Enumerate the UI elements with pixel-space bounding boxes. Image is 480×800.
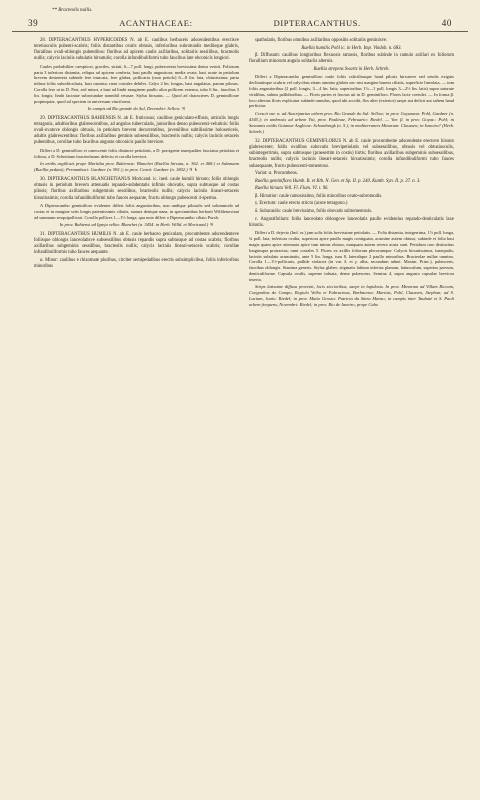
species-32-variety-epsilon: ε. Angustifolium: foliis lanceolato oblongove lanceolatis paullo evidentius repando-denticulatis laxe hirsutis. [249,216,454,228]
species-31-variety-alpha: α. Minor: caulibus e rhizomate pluribus, circiter semipedalibus erectis subsimplicibus, foliis inferioribus minoribus [34,258,239,270]
species-31-variety-alpha-cont: spathulatis, floribus omnibus axillaribus oppositis solitariis geminisve. [255,38,388,43]
left-column [34,38,239,310]
species-28-description: Caules probabiliter caespitosi, graciles, striati, 6—7 poll. longi, pubescentia brevissima densa vestiti. Foliorum paria 3 inferiora distantia, reliqua ad apicem conferta, basi paullo angustiora; media ovata, basi acute in petiolum brevem desinentia subinde fere truncata, fere glabra, pollicaria (cum petiolo) 6—8 lin. lata, obtusissima; paria infima foliis suborbicularia, basi cuneata; rami costales debiles. Calyx 2 lin. longus, basi angulatus, parum pilosus. Corolla fere ut in D. Pari, sed minor, a basi ad limbi marginem paullo ultra pollicem extensa, tubo 6 lin., faucibus 3 lin. longis; limbi laciniae subrotundae nonnihil retusae. Stylus hirsutus. — Quod ad characteres D. geminiflorae propinquior, quod ad speciem in universum vinciformi. [34,63,239,104]
running-title-left: ACANTHACEAE: [119,18,193,28]
running-title-right: DIPTERACANTHUS. [273,18,361,28]
top-note: ** Bracteolis nullis. [52,8,93,13]
synonym-ruellia-hirsuta: Ruellia hirsuta Vell. Fl. Flum. VI. t. 96. [255,186,329,192]
species-29-differentia: Differt a D. geminifloro et canescente foliis distincte petiolatis, a D. porrigente inaequaliter fasciatus petiolata et foliosa, a D. Schottiano bracteolarum defectu et corolla breviori. [34,148,239,159]
species-32-variety-gamma: γ. Erectum: caule erecto stricto (acute tetragono.) [255,201,348,207]
synonym-ruellia-humilis: Ruellia humilis Pohl ic. in Herb. Imp. Vindob. n. 683. [301,45,402,51]
species-32-variety-beta: β. Hirsutior: caule ramosissimo, foliis minoribus ovato-subrotundis. [255,193,383,199]
species-32-diagnosis: 32. DIPTERACANTHUS GEMINIFLORUS N. ab E. caule procumbente adscendente erectove hirsuto glabrescente; foliis ovalibus subovatis brevipetiolatis vel subsessilibus, obtusis vel obtusiusculis, subintegerrimis, supra subtusque (praesertim in costis) hirtis; floribus axillaribus subgeminis subsessilibus, bracteolis nullis; calycis laciniis lineari-setaceis hirsutissimis; corolla infundibuliformi tubo fauces subaequante, fructu pubescenti-tomentoso. [249,139,454,169]
species-32-description: Differt a D. dejecto (Ind. or.) jam solis foliis brevissime petiolatis. — Folia distantia, integerrima, 1½ poll. longa, ¾ poll. lata; inferiora ovalia, superiora apice paullo magis contiguata, acumine autem obtuso; subinde et folia basi magis quam apice attenuata apice tum minus obtuso, nunquam autem revera acuta sunt. Petiolum raro distinctius longiusque protractus; rami costales 5. Flores ex axillis foliorum plerorumque. Calycis hirsutissimus, inaequalis, laciniis subulato acuminatis, ante 5 lin. longa, tum 8, lateralique 2 paullo minoribus. Bracteolae nullae omnino. Corolla 1—1½-pollicaris, pallide violacea (in var. δ. et γ. alba, secundum adnot. Maxim. Princ.), pubescens, faucibus oblongis. Stamina generis. Stylus glaber; stigmatis labium inferius planum, latiusculum, superius parvum, denticuliforme. Capsula ovalis, superne infuata, dense pubescens. Semina 4, supra angusto capsulae breviora inserta. [249,230,454,282]
species-30-locality: In prov. Bahiensi ad Igreja velha: Blanchet (n. 3454. in Herb. Willd. et Moricand.) ♃ [59,222,214,228]
right-column [249,38,454,310]
text-columns [12,38,468,310]
page-number-right: 40 [441,18,452,28]
species-32-variety-delta: δ. Subacaulis: caule brevissimo, foliis obovatis subtomentosis. [255,209,373,215]
species-28-locality: In campis ad Rio grande do Sul, Decembri: Sellow. ♃ [87,105,186,111]
species-29-diagnosis: 29. DIPTERACANTHUS BAHIENSIS N. ab E. fruticosus; caulibus geniculato-effusis, articulis longis tetragonis, adultioribus glabrescentibus, ad angulos tuberculatis, junioribus denso pubescenti-velutinis: foliis ovali-ovatove oblongis obtusis, in petiolum brevem decurrentibus, juvenilibus subtilissime holosericeis, adultis glabrescentibus: floribus axillaribus geminis subsessilibus, bracteolis nullis; calycis laciniis setaceis pubentibus, corollae tubo faucibus angusto obconicis paullo breviore. [34,116,239,146]
synonym-ruellia-strepens: Ruellia strepens Swartz in Herb. Schreb. [313,66,390,72]
species-32-locality: Stirps latissime diffusa provenit, locis siccioribus, saepe in lapidosis. In prov. Minarum ad Villam Riccam, Congonhas do Campo, Regiolo Velho et Fabrucinas, Barbacena: Martius, Pohl, Claussen, Stephan; ad S. Luciam, Junio: Riedel; in prov. Matto Grosso: Patricia da Sütra Manso; in campis inter Taubaté et S. Paoli urbem frequens, Novembri: Riedel; in prov. Rio de Janeiro, prope Cabo [249,284,454,308]
species-30-diagnosis: 30. DIPTERACANTHUS BLANCHETIANUS Moricand. ic. ined. caule humili hirsuto; foliis oblongis obtusis in petiolum brevem attenuatis repando-subdentatis infimis obovatis, supra subtusque ad costas pilosis; floribus axillaribus subgeminis sessilibus, bracteolis nullis; calycis laciniis lineari-setaceis hirsutissimis; corolla infundibuliformi tubo fauces aequante, fructu oblongo pubescenti 4-sperma. [34,177,239,201]
species-31-locality: Crescit var. α. ad Atacripartus urbem prov. Rio Grande do Sul: Sellow; in prov. Goyazana: Pohl, Gardner (n. 4345.); in umbrosis ad urbem Ytú, prov. Paulinae, Februario: Riedel. — Var. β. in prov. Goyaz.: Pohl; in Savannis aridis Guianae Anglicae: Schomburgk (n. 5.); in mediterraneis Minarum: Claussen; in Ismoiru? (Herb. Schreb.) [249,110,454,135]
page-number-left: 39 [28,18,39,28]
species-31-variety-beta: β. Diffusum: caulibus longioribus flexuosis ramosis, floribus subinde in ramulo axillari ex foliorum florallium minorum angulo solitariis alternis. [249,53,454,65]
species-32-variat: Variat: α. Procumbens. [255,171,298,177]
species-28-diagnosis: 28. DIPTERACANTHUS HYPERICOIDES N. ab E. caulibus herbaceis adscendentibus erectisve teretiusculis pubenti-scabris; foliis distantibus ovatis obtusis, inferioribus subrotundis mediisque glabris, floralibus ovali-oblongis pubentibus: floribus ad apicem caulis axillaribus, solitariis sessilibus, bracteolis nullis; calycis laciniis subulatis hirsutulis; corolla infundibuliformi tubo faucibus late obconicis longiori. [34,38,239,62]
species-30-differentia: A Dipteracantho geminifloro evidenter differt foliis angustioribus, non undique pilosulis sed solummodo ad costas et in margine setis longis patentissimis ciliatis, statura denique nana, in speciminibus herbarii Willdenoviani ad summum sesquipollicari. Corolla pollices 1—1½ longa, qua nota differt a Dipteracantho ciliato Pursh. [34,203,239,220]
species-31-diagnosis: 31. DIPTERACANTHUS HUMILIS N. ab E. caule herbaceo geniculato, procumbente adscendenteve foliisque oblongis lanceolatisve subsessilibus obtusis repandis supra subtusque ad costas scabris; floribus axillaribus subgeminis sessilibus, bracteolis nullis; calycis laciniis lineari-setaceis scabris; corollae infundibuliformis tubo fauces aequante. [34,232,239,256]
page-header [12,16,468,32]
synonym-ruellia-geminiflora: Ruellia geminiflora Humb. B. et Kth. N. Gen. et Sp. II. p. 240. Kunth. Syn. II. p. 37. n. 3. [255,178,421,184]
species-29-locality: In aridis argillosis prope Maritiba prov. Bahiensis: Blanchet (Ruellia hirsuta, n. 362. et 468.) et Salzmann (Ruellia pedata); Pernambuci: Gardner (n. 961.); in prov. Ceará: Gardner (n. 1802.) ♃ ♄ [34,161,239,173]
species-31-differentia: Differt a Dipteracantho geminifloro caule foliis caliciibusque haud pilosis hirsutove sed setulis exiguis declinatisque scabris vel calycibus etiam omnino glabris nec nisi margine basem ciliatis, superficie lineolata, — tum foliis angustioribus (2 poll. longis, 3—4 lin. latis; superioribus 1½—1 poll. longis 3—2½ lin. latis) supra saturate viridibus, subtus pallidioribus. — Floris partes et fructus uti in D. geminifloro. Flores lacte coerulei. — In forma β. loco alterius floris explicatur subinde ramulus, quod ubi accidit, flos alter (exterior) saepe aut deficit aut saltem haud perficitur. [249,74,454,109]
